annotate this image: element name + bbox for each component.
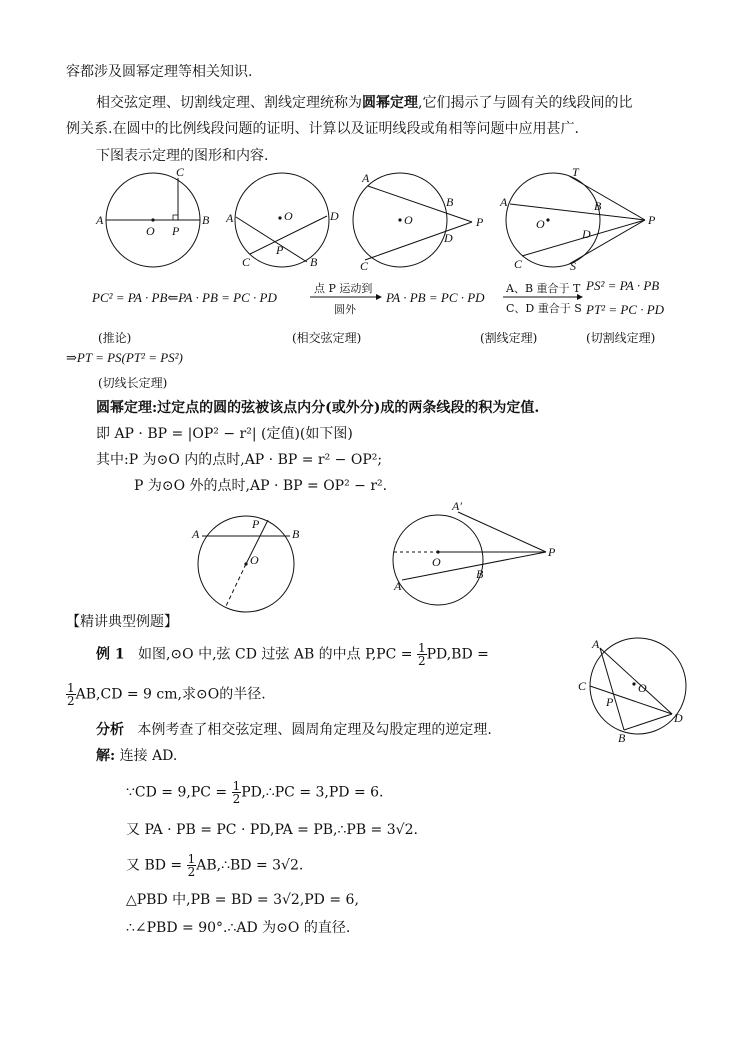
analysis-line	[96, 720, 492, 740]
label-P: P	[252, 517, 260, 531]
label-O: O	[146, 224, 155, 238]
figure-point-outside	[393, 500, 556, 605]
figure-secant	[353, 171, 484, 273]
label-O: O	[536, 217, 545, 231]
formula-right-bottom: PT² = PC · PD	[586, 302, 665, 317]
label-P: P	[648, 213, 656, 227]
label-A: A	[500, 195, 508, 209]
example-label: 例 1	[96, 646, 125, 663]
label-B: B	[446, 195, 454, 209]
label-C: C	[514, 257, 523, 271]
label-A: A	[192, 527, 200, 541]
frac-num: 1	[417, 641, 426, 655]
label-A: A	[394, 579, 402, 593]
label-A-prime: A′	[452, 500, 462, 513]
label-O: O	[638, 681, 647, 695]
label-O: O	[404, 213, 413, 227]
figure-point-inside	[191, 516, 300, 612]
label-O: O	[250, 553, 259, 567]
label-C: C	[242, 255, 251, 269]
frac-num: 1	[187, 852, 196, 866]
frac-den: 2	[417, 654, 426, 668]
solution-label: 解:	[96, 748, 116, 764]
power-line-1: 即 AP · BP = |OP² − r²| (定值)(如下图)	[96, 426, 353, 442]
figure-intersecting-chords	[225, 173, 339, 269]
example-question-line-1	[96, 642, 489, 667]
step1-b: PD,∴PC = 3,PD = 6.	[241, 784, 384, 801]
example-figure	[576, 632, 706, 744]
caption-tangent-secant: (切割线定理)	[586, 331, 656, 345]
label-B: B	[618, 731, 626, 744]
solution-step-2: 又 PA · PB = PC · PD,PA = PB,∴PB = 3√2.	[126, 822, 418, 838]
step3-b: AB,∴BD = 3√2.	[196, 857, 304, 874]
solution-step-1	[126, 780, 384, 805]
caption-tangent-length: (切线长定理)	[98, 376, 168, 390]
label-B: B	[594, 199, 602, 213]
label-P: P	[606, 695, 614, 709]
example-q1-tail: PD,BD =	[426, 646, 489, 663]
label-P: P	[548, 545, 556, 559]
label-B: B	[202, 213, 210, 227]
label-D: D	[444, 231, 453, 245]
figure-tangent-secant	[499, 165, 656, 273]
frac-den: 2	[187, 865, 196, 879]
label-C: C	[360, 259, 369, 273]
label-P: P	[276, 243, 284, 257]
figure-corollary	[95, 165, 210, 267]
intro-p2-a: 相交弦定理、切割线定理、割线定理统称为	[96, 95, 362, 111]
arrow-1	[310, 293, 382, 301]
intro-p2-term: 圆幂定理	[362, 95, 418, 111]
label-A: A	[362, 171, 370, 185]
theorem-figures	[90, 162, 690, 274]
label-B: B	[476, 567, 484, 581]
formula-mid: PA · PB = PC · PD	[386, 290, 485, 305]
intro-p2-c: ,它们揭示了与圆有关的线段间的比	[418, 95, 633, 111]
intro-paragraph-2	[96, 93, 632, 113]
intro-p2-d: 例关系.在圆中的比例线段问题的证明、计算以及证明线段或角相等问题中应用甚广.	[66, 121, 579, 137]
solution-first: 连接 AD.	[119, 748, 178, 764]
arrow2-top: A、B 重合于 T	[506, 282, 581, 295]
power-definition: 圆幂定理:过定点的圆的弦被该点内分(或外分)成的两条线段的积为定值.	[96, 400, 540, 416]
label-O: O	[284, 209, 293, 223]
label-C: C	[578, 679, 587, 693]
label-S: S	[570, 259, 576, 273]
label-C: C	[176, 165, 185, 179]
power-figures	[190, 500, 570, 626]
solution-step-5: ∴∠PBD = 90°.∴AD 为⊙O 的直径.	[126, 920, 351, 936]
label-O: O	[432, 555, 441, 569]
frac-num: 1	[67, 681, 75, 695]
arrow1-bottom: 圆外	[334, 303, 356, 316]
arrow1-top: 点 P 运动到	[314, 282, 373, 295]
solution-head	[96, 746, 177, 766]
example-q2-tail: AB,CD = 9 cm,求⊙O的半径.	[75, 686, 266, 703]
section-title: 【精讲典型例题】	[66, 614, 178, 630]
caption-secant: (割线定理)	[480, 331, 538, 345]
example-q1: 如图,⊙O 中,弦 CD 过弦 AB 的中点 P,PC =	[137, 646, 417, 663]
label-D: D	[330, 209, 339, 223]
label-B: B	[292, 527, 300, 541]
example-question-line-2	[66, 682, 266, 707]
label-P: P	[476, 215, 484, 229]
frac-num: 1	[232, 779, 241, 793]
intro-line-3: 下图表示定理的图形和内容.	[96, 148, 269, 164]
solution-step-4: △PBD 中,PB = BD = 3√2,PD = 6,	[126, 892, 359, 908]
analysis-text: 本例考查了相交弦定理、圆周角定理及勾股定理的逆定理.	[137, 722, 492, 738]
label-A: A	[96, 213, 104, 227]
step1-a: ∵CD = 9,PC =	[126, 784, 232, 801]
tangent-length-line: ⇒PT = PS(PT² = PS²)	[66, 350, 183, 365]
analysis-label: 分析	[96, 722, 124, 738]
label-D: D	[674, 711, 683, 725]
label-P: P	[172, 224, 180, 238]
frac-den: 2	[232, 792, 241, 806]
label-D: D	[582, 227, 591, 241]
step3-a: 又 BD =	[126, 857, 187, 874]
caption-corollary: (推论)	[98, 331, 132, 345]
caption-intersecting-chords: (相交弦定理)	[292, 331, 362, 345]
formula-right-top: PS² = PA · PB	[586, 278, 660, 293]
arrow2-bottom: C、D 重合于 S	[506, 302, 582, 315]
solution-step-3	[126, 853, 303, 878]
formula-left: PC² = PA · PB⇐PA · PB = PC · PD	[92, 290, 277, 305]
label-T: T	[572, 165, 579, 179]
label-A: A	[226, 211, 234, 225]
power-line-3: P 为⊙O 外的点时,AP · BP = OP² − r².	[134, 478, 388, 494]
power-line-2: 其中:P 为⊙O 内的点时,AP · BP = r² − OP²;	[96, 452, 383, 468]
intro-line-1: 容都涉及圆幂定理等相关知识.	[66, 64, 253, 80]
frac-den: 2	[67, 694, 75, 708]
label-A: A	[592, 637, 600, 651]
label-B: B	[310, 255, 318, 269]
